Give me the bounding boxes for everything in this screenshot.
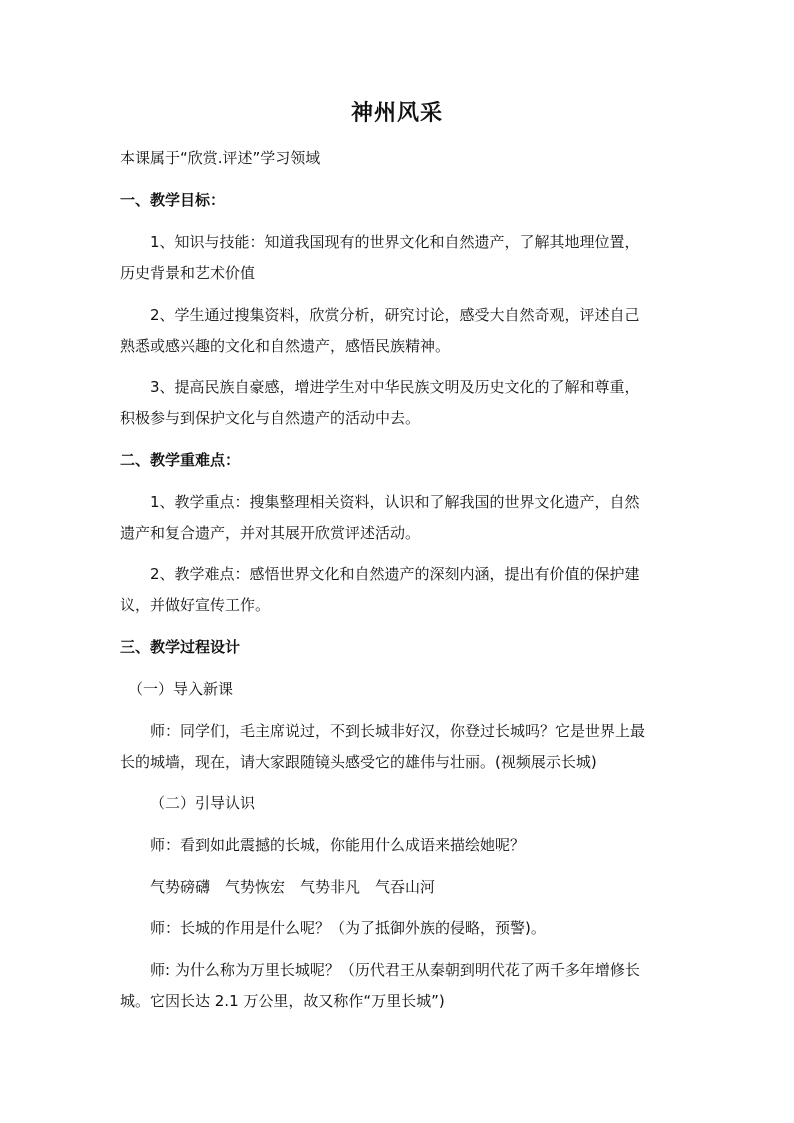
section-heading-goals: 一、教学目标： xyxy=(120,191,226,209)
goals-paragraph-2-line-1: 2、学生通过搜集资料，欣赏分析，研究讨论，感受大自然奇观，评述自己 xyxy=(150,306,640,324)
process-paragraph-4-line-1: 师: 为什么称为万里长城呢？（历代君王从秦朝到明代花了两千多年增修长 xyxy=(150,961,640,979)
goals-paragraph-3-line-1: 3、提高民族自豪感，增进学生对中华民族文明及历史文化的了解和尊重， xyxy=(150,378,640,396)
keypoints-paragraph-2-line-2: 议，并做好宣传工作。 xyxy=(120,596,271,614)
intro-line: 本课属于“欣赏.评述”学习领域 xyxy=(120,149,321,167)
keypoints-paragraph-2-line-1: 2、教学难点：感悟世界文化和自然遗产的深刻内涵，提出有价值的保护建 xyxy=(150,565,640,583)
goals-paragraph-3-line-2: 积极参与到保护文化与自然遗产的活动中去。 xyxy=(120,409,421,427)
section-heading-process: 三、教学过程设计 xyxy=(120,638,241,656)
process-idioms: 气势磅礴 气势恢宏 气势非凡 气吞山河 xyxy=(150,878,436,896)
goals-paragraph-1-line-2: 历史背景和艺术价值 xyxy=(120,264,256,282)
goals-paragraph-1-line-1: 1、知识与技能：知道我国现有的世界文化和自然遗产，了解其地理位置， xyxy=(150,233,640,251)
process-subheading-intro: （一）导入新课 xyxy=(128,680,234,698)
process-paragraph-1-line-1: 师：同学们，毛主席说过，不到长城非好汉，你登过长城吗？它是世界上最 xyxy=(150,722,646,740)
page-title: 神州风采 xyxy=(350,101,443,126)
process-paragraph-4-line-2: 城。它因长达 2.1 万公里，故又称作“万里长城”) xyxy=(120,992,445,1010)
process-paragraph-2: 师：看到如此震撼的长城，你能用什么成语来描绘她呢？ xyxy=(150,836,526,854)
keypoints-paragraph-1-line-1: 1、教学重点：搜集整理相关资料，认识和了解我国的世界文化遗产，自然 xyxy=(150,493,640,511)
section-heading-keypoints: 二、教学重难点： xyxy=(120,451,241,469)
process-paragraph-3: 师：长城的作用是什么呢？（为了抵御外族的侵略，预警)。 xyxy=(150,919,546,937)
goals-paragraph-2-line-2: 熟悉或感兴趣的文化和自然遗产，感悟民族精神。 xyxy=(120,337,451,355)
process-paragraph-1-line-2: 长的城墙，现在，请大家跟随镜头感受它的雄伟与壮丽。(视频展示长城) xyxy=(120,753,597,771)
process-subheading-guide: （二）引导认识 xyxy=(150,794,256,812)
keypoints-paragraph-1-line-2: 遗产和复合遗产，并对其展开欣赏评述活动。 xyxy=(120,524,421,542)
